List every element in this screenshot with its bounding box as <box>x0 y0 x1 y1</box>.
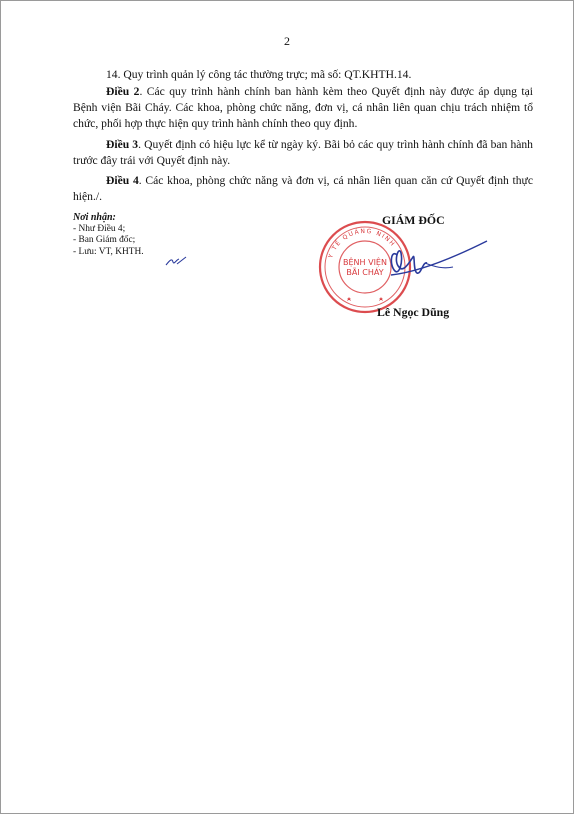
initial-mark <box>164 254 190 268</box>
article-4-label: Điều 4 <box>106 174 139 187</box>
article-3-text: . Quyết định có hiệu lực kể từ ngày ký. Bãi bỏ các quy trình hành chính đã ban hành trước đây trái với Quyết định này. <box>73 138 533 167</box>
article-2 <box>73 84 533 132</box>
recipient-item: - Lưu: VT, KHTH. <box>73 246 144 257</box>
article-3-label: Điều 3 <box>106 138 139 151</box>
recipient-item: - Ban Giám đốc; <box>73 235 136 245</box>
article-4 <box>73 173 533 205</box>
article-2-label: Điều 2 <box>106 85 140 98</box>
signer-name: Lê Ngọc Dũng <box>377 305 450 319</box>
seal-ring-text: Y TẾ QUẢNG NINH <box>327 227 397 260</box>
seal-line-1: BỆNH VIỆN <box>343 258 387 267</box>
director-signature <box>369 227 491 297</box>
recipients-title: Nơi nhận: <box>73 212 116 223</box>
seal-line-2: BÃI CHÁY <box>346 268 384 277</box>
article-2-text: . Các quy trình hành chính ban hành kèm theo Quyết định này được áp dụng tại Bệnh viện Bãi Cháy. Các khoa, phòng chức năng, đơn vị, cá nhân liên quan chịu trách nhiệm tổ chức, phối hợp thực hiện quy trình hành chính theo quy định. <box>73 85 533 130</box>
recipient-item: - Như Điều 4; <box>73 223 126 234</box>
article-4-text: . Các khoa, phòng chức năng và đơn vị, cá nhân liên quan căn cứ Quyết định thực hiện./. <box>73 174 533 203</box>
item-14: 14. Quy trình quản lý công tác thường trực; mã số: QT.KHTH.14. <box>106 68 412 81</box>
director-title: GIÁM ĐỐC <box>382 213 445 227</box>
page-number: 2 <box>284 34 290 48</box>
article-3 <box>73 137 533 169</box>
recipients-block <box>73 212 144 258</box>
